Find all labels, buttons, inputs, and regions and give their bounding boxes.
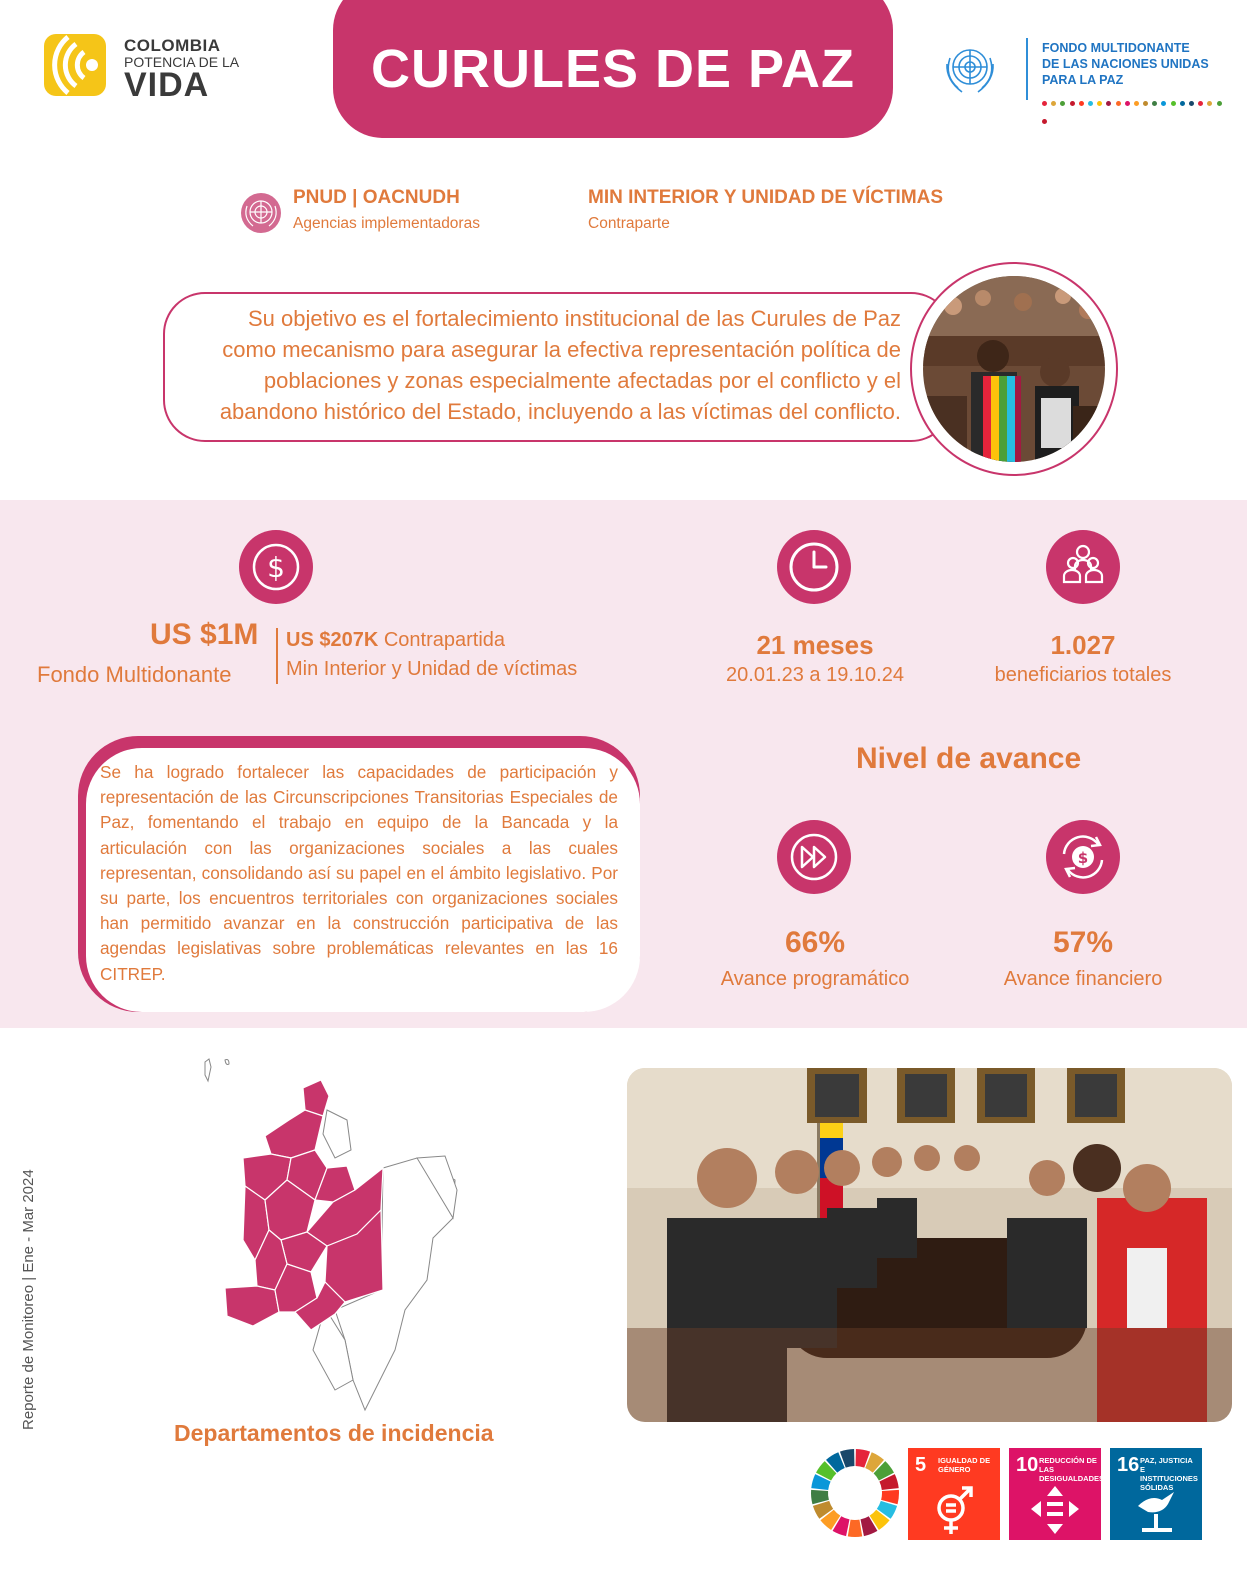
counterpart-subtitle: Contraparte (588, 215, 670, 232)
logo-line-1: COLOMBIA (124, 36, 221, 55)
sdg-dot (1180, 101, 1185, 106)
achievement-text: Se ha logrado fortalecer las capacidades de participación y representación de las Circunscripciones Transitorias Especiales de Paz, fomentando el trabajo en equipo de la Bancada y la articulación con las organizaciones sociales a las cuales representan, consolidando así su papel en el ámbito legislativo. Por su parte, los encuentros territoriales con organizaciones sociales han permitido avanzar en la construcción participativa de las agendas legislativas sobre problemáticas relevantes en las 16 CITREP. (100, 762, 618, 984)
peace-dove-icon (1128, 1484, 1184, 1536)
sdg-dot (1125, 101, 1130, 106)
svg-text:$: $ (267, 551, 285, 584)
report-period: Reporte de Monitoreo | Ene - Mar 2024 (20, 1169, 37, 1430)
implementing-agencies-subtitle: Agencias implementadoras (293, 215, 480, 232)
sdg-dot (1042, 101, 1047, 106)
counterpart (588, 187, 943, 233)
sdg-number: 10 (1016, 1454, 1039, 1476)
svg-text:$: $ (1077, 849, 1089, 867)
counterpart-funding (286, 629, 505, 652)
fund-name (1042, 40, 1209, 88)
sdg-5-tile (908, 1448, 1000, 1540)
sdg-dot (1134, 101, 1139, 106)
sdg-dot (1060, 101, 1065, 106)
sdg-dot (1070, 101, 1075, 106)
sdg-dot (1143, 101, 1148, 106)
duration-dates: 20.01.23 a 19.10.24 (726, 664, 904, 686)
sdg-number: 5 (915, 1454, 927, 1476)
beneficiaries-value: 1.027 (1050, 630, 1116, 660)
sdg-dot (1051, 101, 1056, 106)
un-agency-icon (240, 192, 282, 234)
congress-session-photo (923, 276, 1105, 462)
counterpart-title: MIN INTERIOR Y UNIDAD DE VÍCTIMAS (588, 187, 944, 208)
counterpart-amount: US $207K (286, 629, 379, 651)
funding-divider (276, 628, 278, 684)
sdg-dot (1198, 101, 1203, 106)
programmatic-progress-value: 66% (784, 926, 846, 959)
objective-line: Su objetivo es el fortalecimiento institucional de las Curules de Paz (247, 306, 901, 331)
gender-equality-icon (926, 1484, 982, 1536)
people-group-icon (1046, 530, 1120, 604)
sdg-dot (1217, 101, 1222, 106)
progress-title: Nivel de avance (856, 742, 1082, 775)
fast-forward-icon (777, 820, 851, 894)
sdg-dot (1171, 101, 1176, 106)
logo-line-3: VIDA (124, 66, 210, 104)
fund-amount: US $1M (150, 618, 259, 651)
reduced-inequalities-icon (1027, 1484, 1083, 1536)
counterpart-entity: Min Interior y Unidad de víctimas (286, 658, 578, 680)
sdg-dot (1152, 101, 1157, 106)
colombia-potencia-de-la-vida-logo (44, 34, 240, 104)
sdg-dot (1161, 101, 1166, 106)
counterpart-label: Contrapartida (383, 629, 506, 651)
fund-line-1: FONDO MULTIDONANTE (1042, 41, 1190, 55)
meeting-photo (627, 1068, 1232, 1422)
dollar-icon (239, 530, 313, 604)
fund-label: Fondo Multidonante (37, 662, 232, 687)
sdg-dot (1042, 119, 1047, 124)
map-title: Departamentos de incidencia (174, 1420, 494, 1446)
header-divider (1026, 38, 1028, 100)
sdg-10-tile (1009, 1448, 1105, 1540)
logo-line-2: POTENCIA DE LA (124, 54, 240, 70)
implementing-agencies (293, 187, 480, 233)
sdg-color-dots (1042, 93, 1234, 99)
implementing-agencies-title: PNUD | OACNUDH (293, 187, 460, 208)
programmatic-progress-label: Avance programático (720, 968, 910, 990)
beneficiaries-label: beneficiarios totales (994, 664, 1172, 686)
objective-text (168, 303, 901, 427)
clock-icon (777, 530, 851, 604)
sdg-wheel-segment (848, 1520, 862, 1537)
colombia-departments-map (195, 1050, 535, 1420)
financial-progress-value: 57% (1052, 926, 1114, 959)
sdg-number: 16 (1117, 1454, 1140, 1476)
sdg-dot (1116, 101, 1121, 106)
sdg-dot (1207, 101, 1212, 106)
sdg-dot (1097, 101, 1102, 106)
duration-value: 21 meses (756, 630, 874, 660)
sdg-dot (1088, 101, 1093, 106)
objective-line: como mecanismo para asegurar la efectiva representación política de (222, 337, 901, 362)
fund-line-3: PARA LA PAZ (1042, 73, 1124, 87)
sdg-dot (1106, 101, 1111, 106)
sdg-dot (1079, 101, 1084, 106)
financial-progress-label: Avance financiero (1003, 968, 1163, 990)
page-title: CURULES DE PAZ (370, 39, 856, 99)
sdg-16-tile (1110, 1448, 1202, 1540)
objective-line: abandono histórico del Estado, incluyendo a las víctimas del conflicto. (219, 399, 901, 424)
sdg-label: IGUALDAD DE GÉNERO (938, 1456, 991, 1474)
sdg-dot (1189, 101, 1194, 106)
un-emblem-icon (940, 38, 1000, 98)
signal-icon (44, 34, 106, 96)
money-cycle-icon (1046, 820, 1120, 894)
sdg-label: PAZ, JUSTICIA E INSTITUCIONES SÓLIDAS (1140, 1456, 1198, 1492)
sdg-label: REDUCCIÓN DE LAS DESIGUALDADES (1039, 1456, 1105, 1483)
objective-line: poblaciones y zonas especialmente afectadas por el conflicto y el (263, 368, 901, 393)
sdg-wheel-icon (810, 1448, 900, 1538)
title-banner (333, 0, 893, 138)
fund-line-2: DE LAS NACIONES UNIDAS (1042, 57, 1209, 71)
